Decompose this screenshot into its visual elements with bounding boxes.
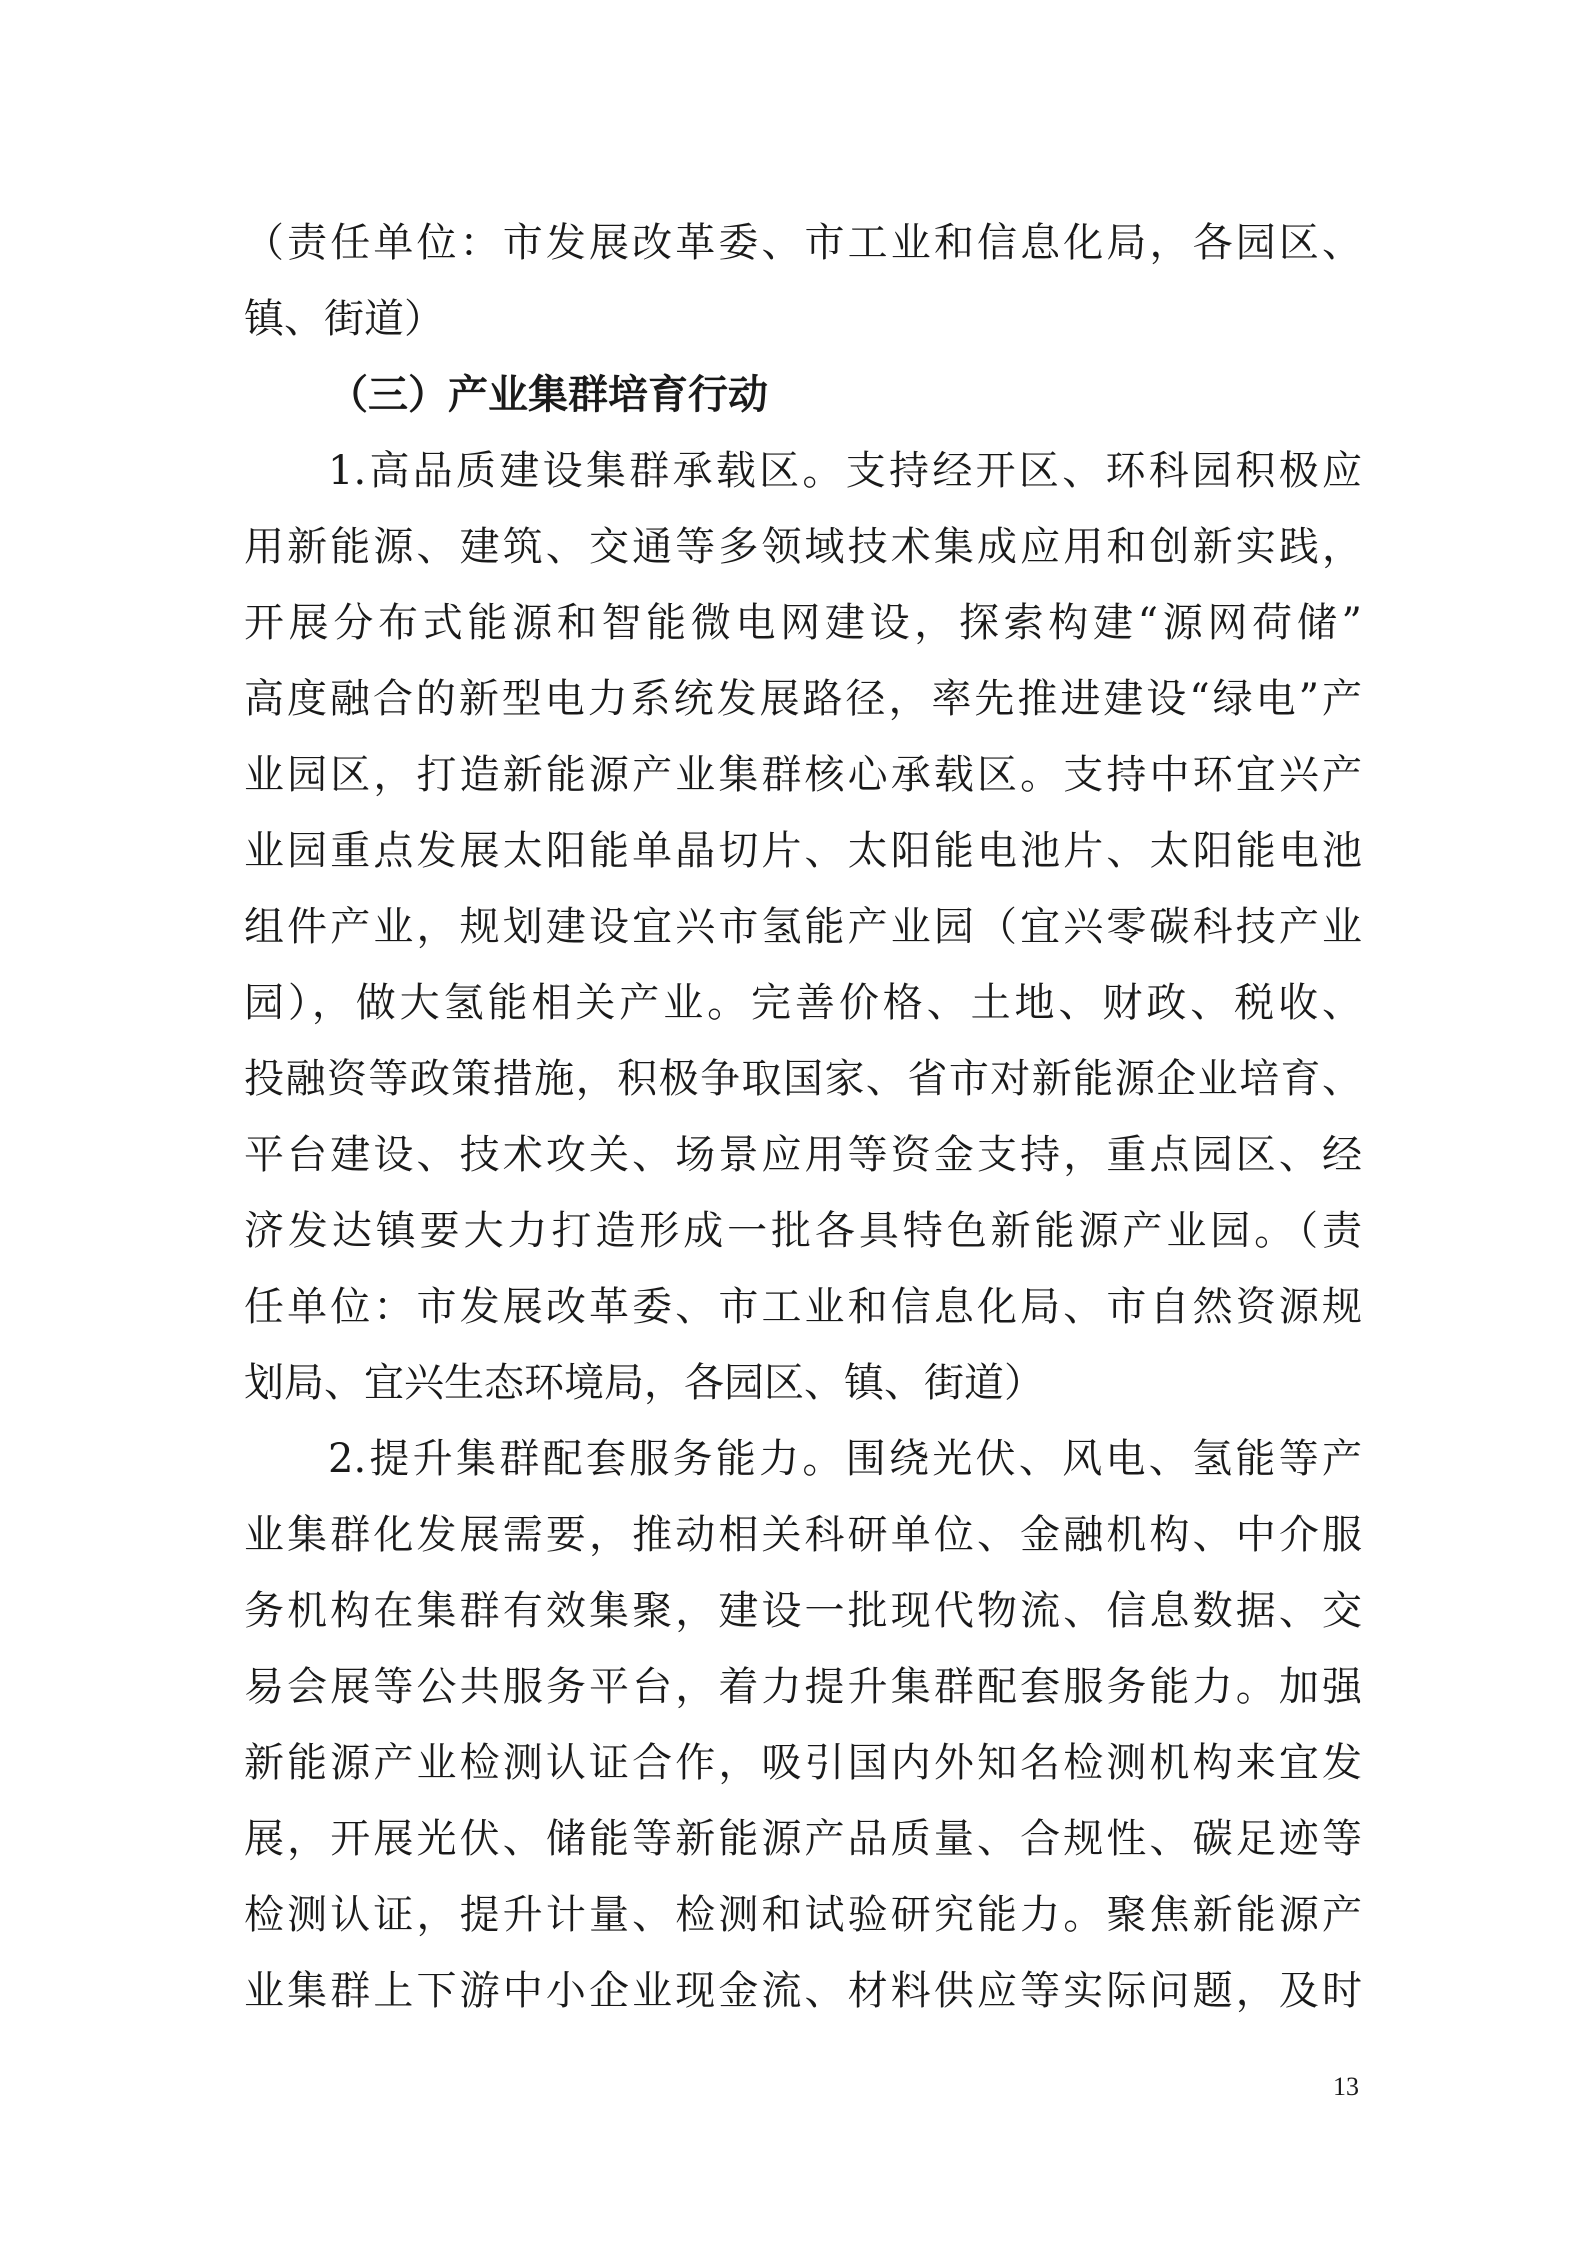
paragraph-line: 投融资等政策措施，积极争取国家、省市对新能源企业培育、	[244, 1056, 1362, 1102]
paragraph-line: 业园区，打造新能源产业集群核心承载区。支持中环宜兴产	[244, 752, 1362, 798]
paragraph-line: 镇、街道）	[244, 296, 444, 342]
paragraph-line: 业集群上下游中小企业现金流、材料供应等实际问题，及时	[244, 1968, 1362, 2014]
paragraph-line: 检测认证，提升计量、检测和试验研究能力。聚焦新能源产	[244, 1892, 1362, 1938]
paragraph-line: 园），做大氢能相关产业。完善价格、土地、财政、税收、	[244, 980, 1362, 1026]
paragraph-line: 开展分布式能源和智能微电网建设，探索构建“源网荷储”	[244, 600, 1362, 646]
paragraph-line: 任单位：市发展改革委、市工业和信息化局、市自然资源规	[244, 1284, 1362, 1330]
paragraph-line: 易会展等公共服务平台，着力提升集群配套服务能力。加强	[244, 1664, 1362, 1710]
paragraph-line: 新能源产业检测认证合作，吸引国内外知名检测机构来宜发	[244, 1740, 1362, 1786]
paragraph-line: 划局、宜兴生态环境局，各园区、镇、街道）	[244, 1360, 1044, 1406]
paragraph-line: 济发达镇要大力打造形成一批各具特色新能源产业园。（责	[244, 1208, 1362, 1254]
page-number: 13	[1333, 2072, 1359, 2101]
paragraph-line: 业园重点发展太阳能单晶切片、太阳能电池片、太阳能电池	[244, 828, 1362, 874]
paragraph-line: 组件产业，规划建设宜兴市氢能产业园（宜兴零碳科技产业	[244, 904, 1362, 950]
paragraph-line: （责任单位：市发展改革委、市工业和信息化局，各园区、	[244, 220, 1362, 266]
paragraph-line: 2.提升集群配套服务能力。围绕光伏、风电、氢能等产	[328, 1436, 1362, 1482]
paragraph-line: 展，开展光伏、储能等新能源产品质量、合规性、碳足迹等	[244, 1816, 1362, 1862]
section-heading: （三）产业集群培育行动	[328, 371, 768, 418]
paragraph-line: 1.高品质建设集群承载区。支持经开区、环科园积极应	[328, 448, 1362, 494]
body-text	[244, 205, 1362, 2029]
paragraph-line: 平台建设、技术攻关、场景应用等资金支持，重点园区、经	[244, 1132, 1362, 1178]
paragraph-line: 务机构在集群有效集聚，建设一批现代物流、信息数据、交	[244, 1588, 1362, 1634]
paragraph-line: 高度融合的新型电力系统发展路径，率先推进建设“绿电”产	[244, 676, 1362, 722]
paragraph-line: 用新能源、建筑、交通等多领域技术集成应用和创新实践，	[244, 524, 1362, 570]
paragraph-line: 业集群化发展需要，推动相关科研单位、金融机构、中介服	[244, 1512, 1362, 1558]
